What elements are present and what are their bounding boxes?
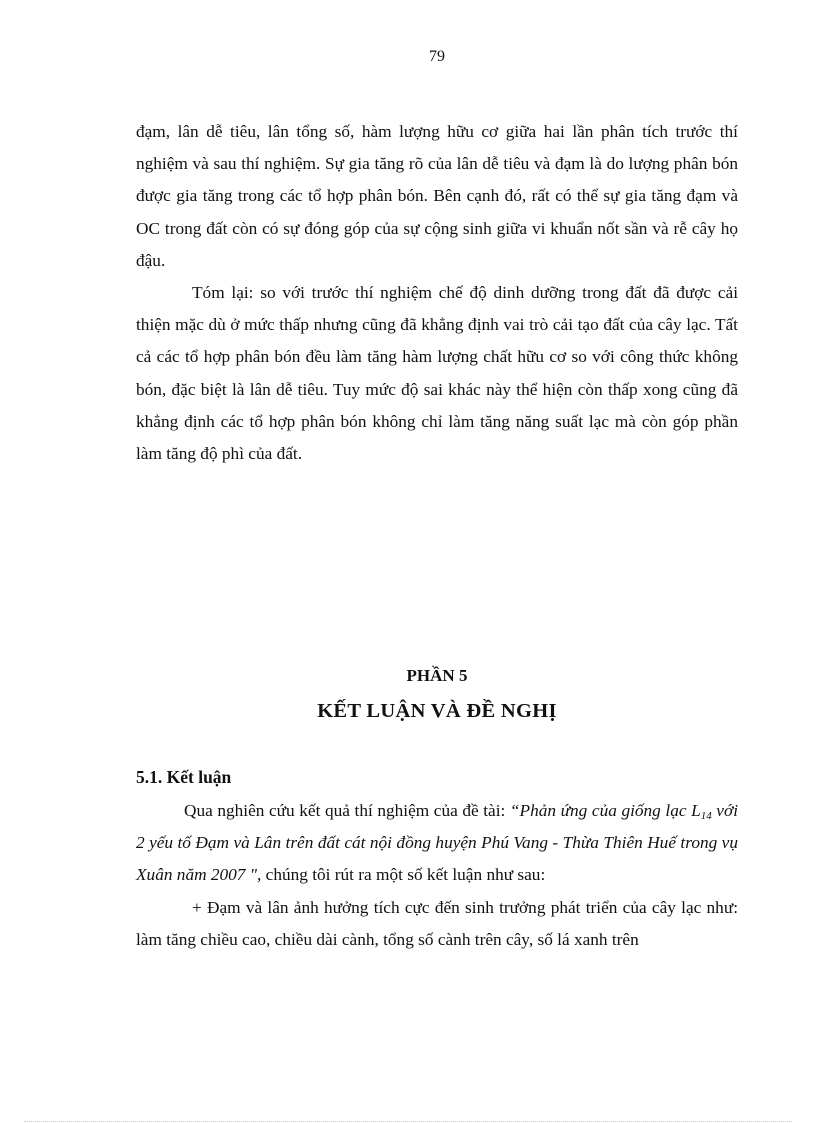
conclusion-bullet: + Đạm và lân ảnh hưởng tích cực đến sinh trưởng phát triển của cây lạc như: làm tăng chiều cao, chiều dài cành, tổng số cành trên cây, số lá xanh trên <box>136 897 738 949</box>
conclusion-intro <box>136 795 738 892</box>
topic-title: “Phản ứng của giống lạc $L_{14}$ với 2 yếu tố Đạm và Lân trên đất cát nội đồng huyện Phú Vang - Thừa Thiên Huế trong vụ Xuân năm 2007 ", <box>136 801 739 885</box>
paragraph-summary: Tóm lại: so với trước thí nghiệm chế độ dinh dưỡng trong đất đã được cải thiện mặc dù ở mức thấp nhưng cũng đã khẳng định vai trò cải tạo đất của cây lạc. Tất cả các tổ hợp phân bón đều làm tăng hàm lượng chất hữu cơ so với công thức không bón, đặc biệt là lân dễ tiêu. Tuy mức độ sai khác này thể hiện còn thấp xong cũng đã khẳng định các tổ hợp phân bón không chỉ làm tăng năng suất lạc mà còn góp phần làm tăng độ phì của đất. <box>136 283 738 464</box>
page-bottom-rule <box>24 1121 792 1122</box>
section-heading: 5.1. Kết luận <box>136 767 232 787</box>
discussion-text <box>136 116 738 470</box>
chapter-part-label: PHẦN 5 <box>406 666 468 685</box>
intro-start: Qua nghiên cứu kết quả thí nghiệm của đề tài: <box>184 801 510 820</box>
paragraph-continuation: đạm, lân dễ tiêu, lân tổng số, hàm lượng hữu cơ giữa hai lần phân tích trước thí nghiệm và sau thí nghiệm. Sự gia tăng rõ của lân dễ tiêu và đạm là do lượng phân bón được gia tăng trong các tổ hợp phân bón. Bên cạnh đó, rất có thể sự gia tăng đạm và OC trong đất còn có sự đóng góp của sự cộng sinh giữa vi khuẩn nốt sần và rễ cây họ đậu. <box>136 122 738 270</box>
page-number: 79 <box>429 48 445 65</box>
conclusion-text <box>136 795 738 956</box>
variety-subscript: 14 <box>700 810 712 822</box>
intro-end: chúng tôi rút ra một số kết luận như sau: <box>261 865 546 885</box>
chapter-title: KẾT LUẬN VÀ ĐỀ NGHỊ <box>317 700 557 722</box>
